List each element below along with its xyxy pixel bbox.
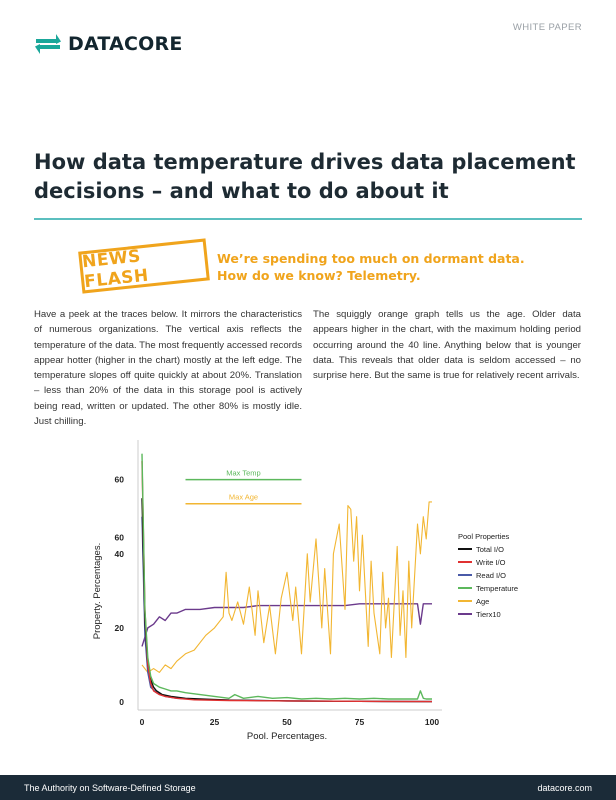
legend-entry: Age: [476, 597, 490, 606]
datacore-logo: [34, 30, 183, 58]
y-tick-label: 20: [114, 622, 124, 633]
annotation-label: Max Age: [228, 492, 259, 502]
series-line: [142, 502, 432, 673]
y-tick-label: 40: [114, 548, 124, 559]
footer-website[interactable]: datacore.com: [537, 782, 592, 793]
footer-tagline: The Authority on Software-Defined Storage: [24, 782, 196, 793]
news-flash-stamp-text: NEWS FLASH: [81, 246, 150, 293]
title-divider: [34, 218, 582, 220]
y-tick-label: 60: [114, 532, 124, 543]
legend-entry: Write I/O: [476, 558, 506, 567]
chart-annotations: [186, 469, 302, 504]
legend-entry: Total I/O: [476, 545, 504, 554]
series-line: [142, 461, 432, 701]
news-flash-stamp: [78, 238, 210, 293]
datacore-logo-mark-icon: [34, 30, 62, 58]
body-left-column: Have a peek at the traces below. It mirrors the characteristics of numerous organizations. The vertical axis reflects the temperature of the data. The most frequently accessed records appear hotter (higher in the chart) mostly at the left edge. The temperature slopes off quite quickly at about 20%. Translation – less than 20% of the data in this storage pool is actively being read, written or updated. The other 80% is mostly idle. Just chilling.: [34, 309, 302, 428]
news-flash-callout: [217, 250, 525, 284]
legend-title: Pool Properties: [458, 532, 510, 541]
legend-entry: Tierx10: [476, 610, 501, 619]
series-line: [142, 604, 432, 647]
body-right-column: The squiggly orange graph tells us the age. Older data appears higher in the chart, with the maximum holding period occurring around the 40 line. Anything below that is younger data. This reveals that older data is seldom accessed – no surprise here. But the same is true for relatively recent arrivals.: [313, 309, 581, 382]
y-tick-label: 0: [119, 697, 124, 707]
x-tick-label: 50: [282, 717, 292, 727]
chart-series: [142, 454, 432, 702]
y-tick-label: 60: [114, 474, 124, 485]
legend-entry: Temperature: [476, 584, 519, 593]
chart-legend: [458, 532, 518, 619]
footer-bar: [0, 775, 616, 800]
brand-core: CORE: [124, 33, 183, 55]
x-tick-label: 0: [139, 717, 145, 727]
annotation-label: Max Temp: [226, 468, 261, 478]
brand-name: [68, 33, 183, 55]
x-axis-label: Pool. Percentages.: [246, 731, 328, 742]
brand-data: DATA: [68, 33, 124, 55]
x-tick-label: 100: [424, 717, 440, 727]
pool-properties-chart: [80, 440, 600, 750]
callout-line-2: How do we know? Telemetry.: [217, 268, 421, 283]
doc-type-label: WHITE PAPER: [512, 22, 582, 33]
callout-line-1: We’re spending too much on dormant data.: [217, 251, 525, 266]
page-title: How data temperature drives data placement decisions – and what to do about it: [34, 150, 576, 203]
x-tick-label: 25: [209, 717, 220, 727]
x-tick-label: 75: [354, 717, 365, 727]
y-axis-label: Property. Percentages.: [92, 542, 103, 640]
legend-entry: Read I/O: [476, 571, 507, 580]
